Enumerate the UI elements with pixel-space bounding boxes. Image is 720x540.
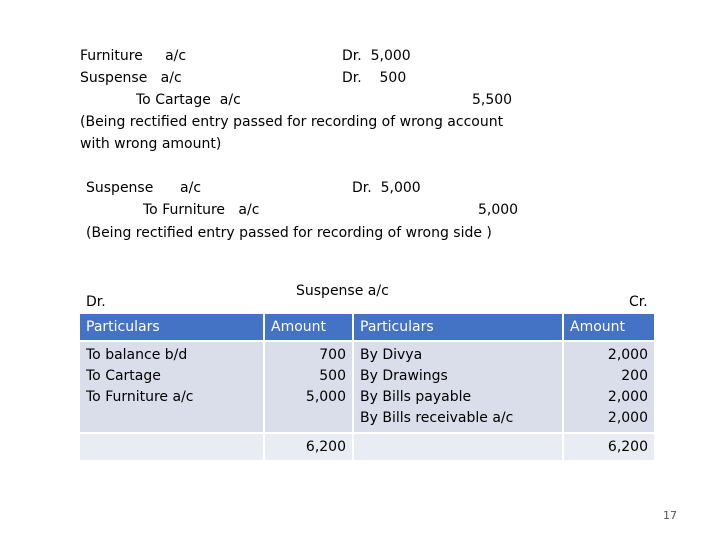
- header-debit-particulars: Particulars: [80, 314, 263, 340]
- entry2-narration: (Being rectified entry passed for recording of wrong side ): [86, 225, 492, 241]
- entry1-line3-left: To Cartage a/c: [136, 92, 241, 108]
- credit-amount: 2,000: [607, 347, 648, 363]
- ledger-body-row: [80, 342, 654, 432]
- entry1-line2-right: Dr. 500: [342, 70, 407, 86]
- entry2-line2-left: To Furniture a/c: [143, 202, 260, 218]
- credit-particulars-cell: [354, 342, 562, 432]
- ledger-dr-label: Dr.: [86, 294, 106, 310]
- entry1-narration-2: with wrong amount): [80, 136, 222, 152]
- credit-particular: By Divya: [360, 347, 423, 363]
- debit-amount: 5,000: [305, 389, 346, 405]
- entry2-line1-left: Suspense a/c: [86, 180, 202, 196]
- entry1-line2-left: Suspense a/c: [80, 70, 182, 86]
- entry1-narration-1: (Being rectified entry passed for recording of wrong account: [80, 114, 504, 130]
- page-number: 17: [663, 509, 677, 522]
- credit-particular: By Bills receivable a/c: [360, 410, 514, 426]
- ledger-cr-label: Cr.: [629, 294, 648, 310]
- header-credit-amount: Amount: [564, 314, 654, 340]
- entry1-line1-right: Dr. 5,000: [342, 48, 411, 64]
- debit-total: 6,200: [265, 434, 352, 460]
- debit-amount: 700: [319, 347, 346, 363]
- credit-amount: 200: [621, 368, 648, 384]
- debit-particulars-cell: [80, 342, 263, 432]
- credit-total: 6,200: [564, 434, 654, 460]
- credit-particular: By Drawings: [360, 368, 448, 384]
- debit-amounts-cell: [265, 342, 352, 432]
- credit-particular: By Bills payable: [360, 389, 472, 405]
- header-credit-particulars: Particulars: [354, 314, 562, 340]
- debit-particular: To Furniture a/c: [86, 389, 194, 405]
- ledger-total-row: [80, 434, 654, 460]
- credit-amounts-cell: [564, 342, 654, 432]
- debit-particular: To balance b/d: [86, 347, 188, 363]
- credit-total-blank: [354, 434, 562, 460]
- entry2-line1-right: Dr. 5,000: [352, 180, 421, 196]
- debit-particular: To Cartage: [86, 368, 161, 384]
- ledger-header-row: [80, 314, 654, 340]
- credit-amount: 2,000: [607, 389, 648, 405]
- header-debit-amount: Amount: [265, 314, 352, 340]
- entry2-line2-right: 5,000: [478, 202, 519, 218]
- entry1-line3-right: 5,500: [472, 92, 513, 108]
- suspense-ledger-table: [78, 312, 656, 462]
- ledger-title: Suspense a/c: [296, 283, 389, 299]
- entry1-line1-left: Furniture a/c: [80, 48, 187, 64]
- debit-amount: 500: [319, 368, 346, 384]
- credit-amount: 2,000: [607, 410, 648, 426]
- debit-total-blank: [80, 434, 263, 460]
